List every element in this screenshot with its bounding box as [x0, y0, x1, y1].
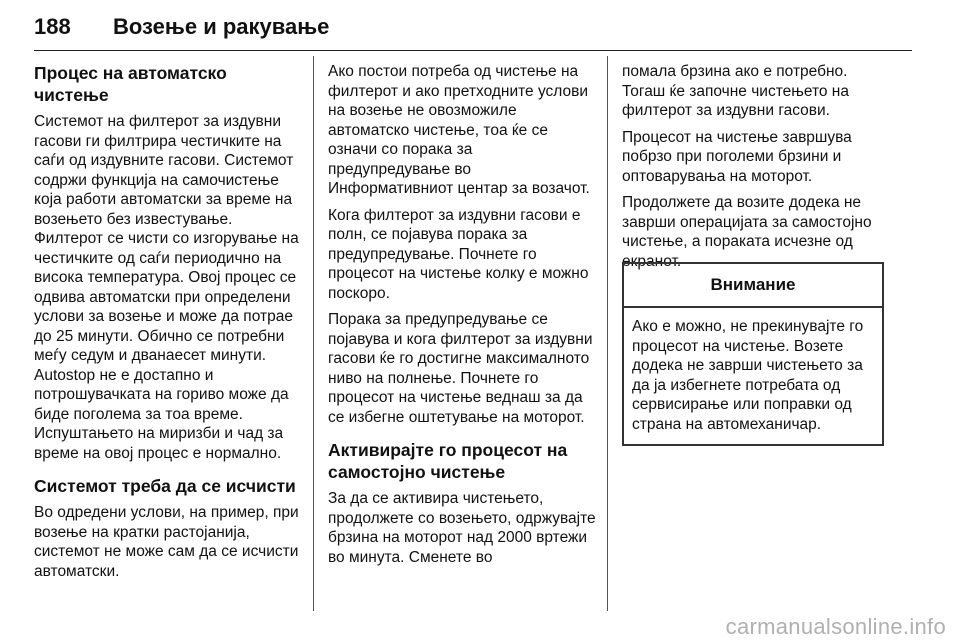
page-header [34, 6, 912, 51]
paragraph-activate-cleaning: За да се активира чистењето, продолжете со возењето, одржувајте брзина на моторот над 2000 вртежи во минута. Сменете во [328, 490, 596, 566]
heading-activate-self-cleaning: Активирајте го процесот на самостојно чистење [328, 440, 568, 482]
heading-system-must-be-cleaned: Системот треба да се исчисти [34, 476, 296, 496]
paragraph-cleaning-faster: Процесот на чистење завршува побрзо при поголеми брзини и оптоварувања на моторот. [622, 128, 852, 185]
watermark: carmanualsonline.info [725, 614, 946, 639]
column-divider-2 [607, 56, 608, 611]
paragraph-shift-gear: помала брзина ако е потребно. Тогаш ќе започне чистењето на филтерот за издувни гасови. [622, 63, 849, 119]
notice-title: Внимание [624, 264, 882, 308]
caution-notice-box [622, 262, 884, 446]
column-2 [328, 62, 596, 574]
paragraph-warning-message: Ако постои потреба од чистење на филтерот и ако претходните услови на возење не овозможиле автоматско чистење, тоа ќе се означи со порака за предупредување во Информативниот центар за возачот. [328, 63, 590, 197]
column-1 [34, 62, 302, 588]
paragraph-continue-driving: Продолжете да возите додека не заврши операцијата за самостојно чистење, а пораката исчезне од екранот. [622, 194, 872, 270]
paragraph-system-must-be-cleaned: Во одредени услови, на пример, при возење на кратки растојанија, системот не може сам да се исчисти автоматски. [34, 504, 299, 580]
column-3 [622, 62, 890, 278]
paragraph-automatic-cleaning: Системот на филтерот за издувни гасови ги филтрира честичките на саѓи од издувните гасови. Системот содржи функција на самочистење која работи автоматски за време на возењето без известување. Филтерот се чисти со изгорување на честичките од саѓи периодично на висока температура. Овој процес се одвива автоматски при определени услови за возење и може да потрае до 25 минути. Обично се потребни меѓу седум и дванаесет минути. Autostop не е достапно и потрошувачката на гориво може да биде поголема за тоа време. Испуштањето на миризби и чад за време на овој процес е нормално. [34, 113, 299, 462]
paragraph-filter-full: Кога филтерот за издувни гасови е полн, се појавува порака за предупредување. Почнете го процесот на чистење колку е можно поскоро. [328, 206, 589, 302]
heading-automatic-cleaning: Процес на автоматско чистење [34, 63, 227, 105]
column-divider-1 [313, 56, 314, 611]
section-title: Возење и ракување [113, 14, 330, 39]
notice-body: Ако е можно, не прекинувајте го процесот на чистење. Возете додека не заврши чистењето за да ја избегнете потребата од сервисирање или поправки од страна на автомеханичар. [632, 318, 864, 433]
page-number: 188 [34, 14, 71, 39]
paragraph-max-fill-level: Порака за предупредување се појавува и кога филтерот за издувни гасови ќе го достигне максималното ниво на полнење. Почнете го процесот на чистење веднаш за да се избегне оштетување на моторот. [328, 311, 593, 426]
